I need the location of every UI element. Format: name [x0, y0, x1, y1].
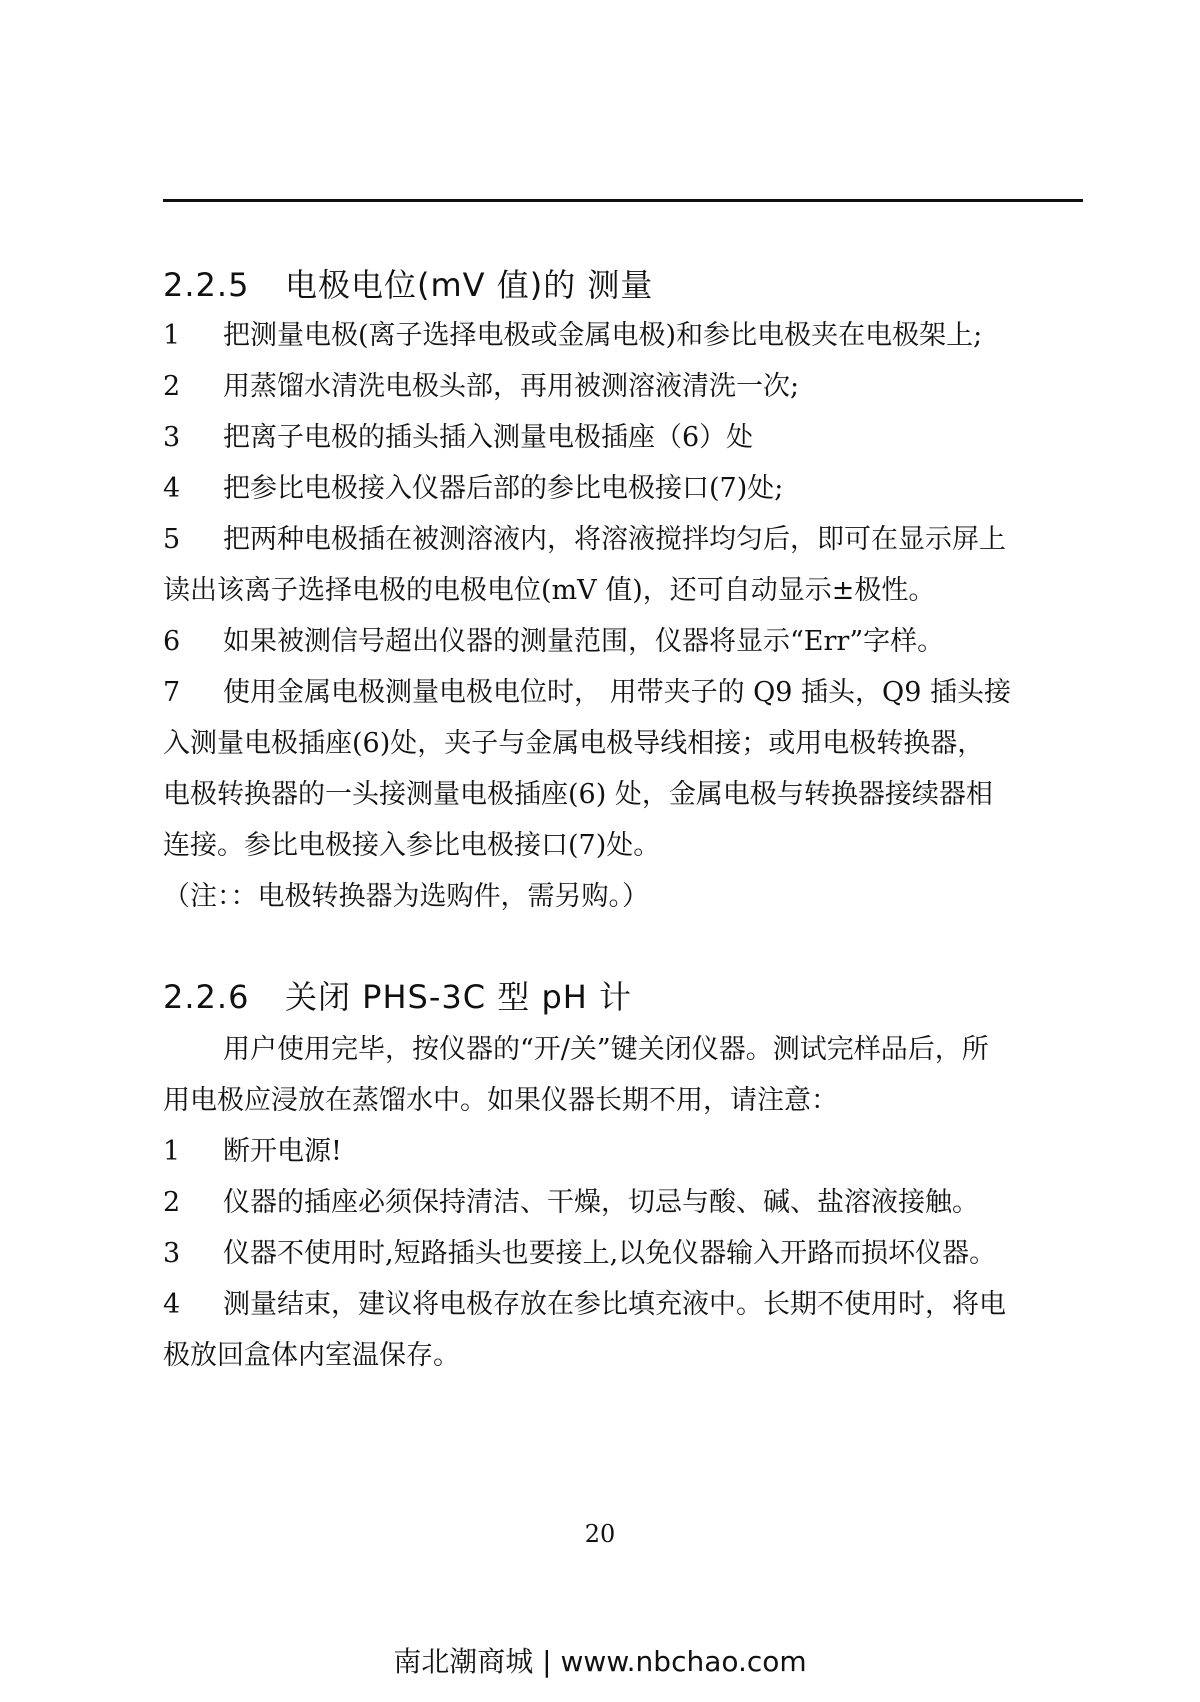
section-226-intro-line: 用电极应浸放在蒸馏水中。如果仪器长期不用，请注意： [163, 1085, 838, 1116]
list-item: 4 测量结束，建议将电极存放在参比填充液中。长期不使用时，将电 [163, 1289, 1006, 1320]
list-item: 3 仪器不使用时,短路插头也要接上,以免仪器输入开路而损坏仪器。 [163, 1238, 997, 1269]
section-225-note: （注：：电极转换器为选购件，需另购。） [163, 881, 649, 912]
list-item-continuation: 入测量电极插座(6)处，夹子与金属电极导线相接；或用电极转换器， [163, 728, 985, 759]
list-item-continuation: 电极转换器的一头接测量电极插座(6) 处，金属电极与转换器接续器相 [163, 779, 993, 810]
page-number: 20 [584, 1520, 616, 1548]
section-225-heading [163, 265, 1093, 305]
list-item: 1 断开电源! [163, 1136, 342, 1167]
section-226-number: 2.2.6 [163, 978, 250, 1016]
section-226-intro-line: 用户使用完毕，按仪器的“开/关”键关闭仪器。测试完样品后，所 [223, 1034, 989, 1065]
list-item-continuation: 极放回盒体内室温保存。 [163, 1340, 460, 1371]
list-item: 7 使用金属电极测量电极电位时， 用带夹子的 Q9 插头，Q9 插头接 [163, 677, 1011, 708]
list-item: 6 如果被测信号超出仪器的测量范围，仪器将显示“Err”字样。 [163, 626, 945, 657]
list-item: 3 把离子电极的插头插入测量电极插座（6）处 [163, 422, 754, 453]
list-item: 1 把测量电极(离子选择电极或金属电极)和参比电极夹在电极架上; [163, 320, 983, 351]
section-225-number: 2.2.5 [163, 266, 250, 304]
list-item: 2 仪器的插座必须保持清洁、干燥，切忌与酸、碱、盐溶液接触。 [163, 1187, 979, 1218]
list-item: 4 把参比电极接入仪器后部的参比电极接口(7)处; [163, 473, 784, 504]
header-rule [163, 199, 1083, 202]
list-item: 5 把两种电极插在被测溶液内，将溶液搅拌均匀后，即可在显示屏上 [163, 524, 1006, 555]
section-226-title: 关闭 PHS-3C 型 pH 计 [285, 978, 632, 1016]
list-item-continuation: 读出该离子选择电极的电极电位(mV 值)，还可自动显示±极性。 [163, 575, 936, 606]
list-item: 2 用蒸馏水清洗电极头部，再用被测溶液清洗一次; [163, 371, 800, 402]
section-226-heading [163, 977, 1093, 1017]
footer-watermark: 南北潮商城 | www.nbchao.com [393, 1645, 807, 1678]
list-item-continuation: 连接。参比电极接入参比电极接口(7)处。 [163, 830, 661, 861]
section-225-title: 电极电位(mV 值)的 测量 [285, 266, 654, 304]
